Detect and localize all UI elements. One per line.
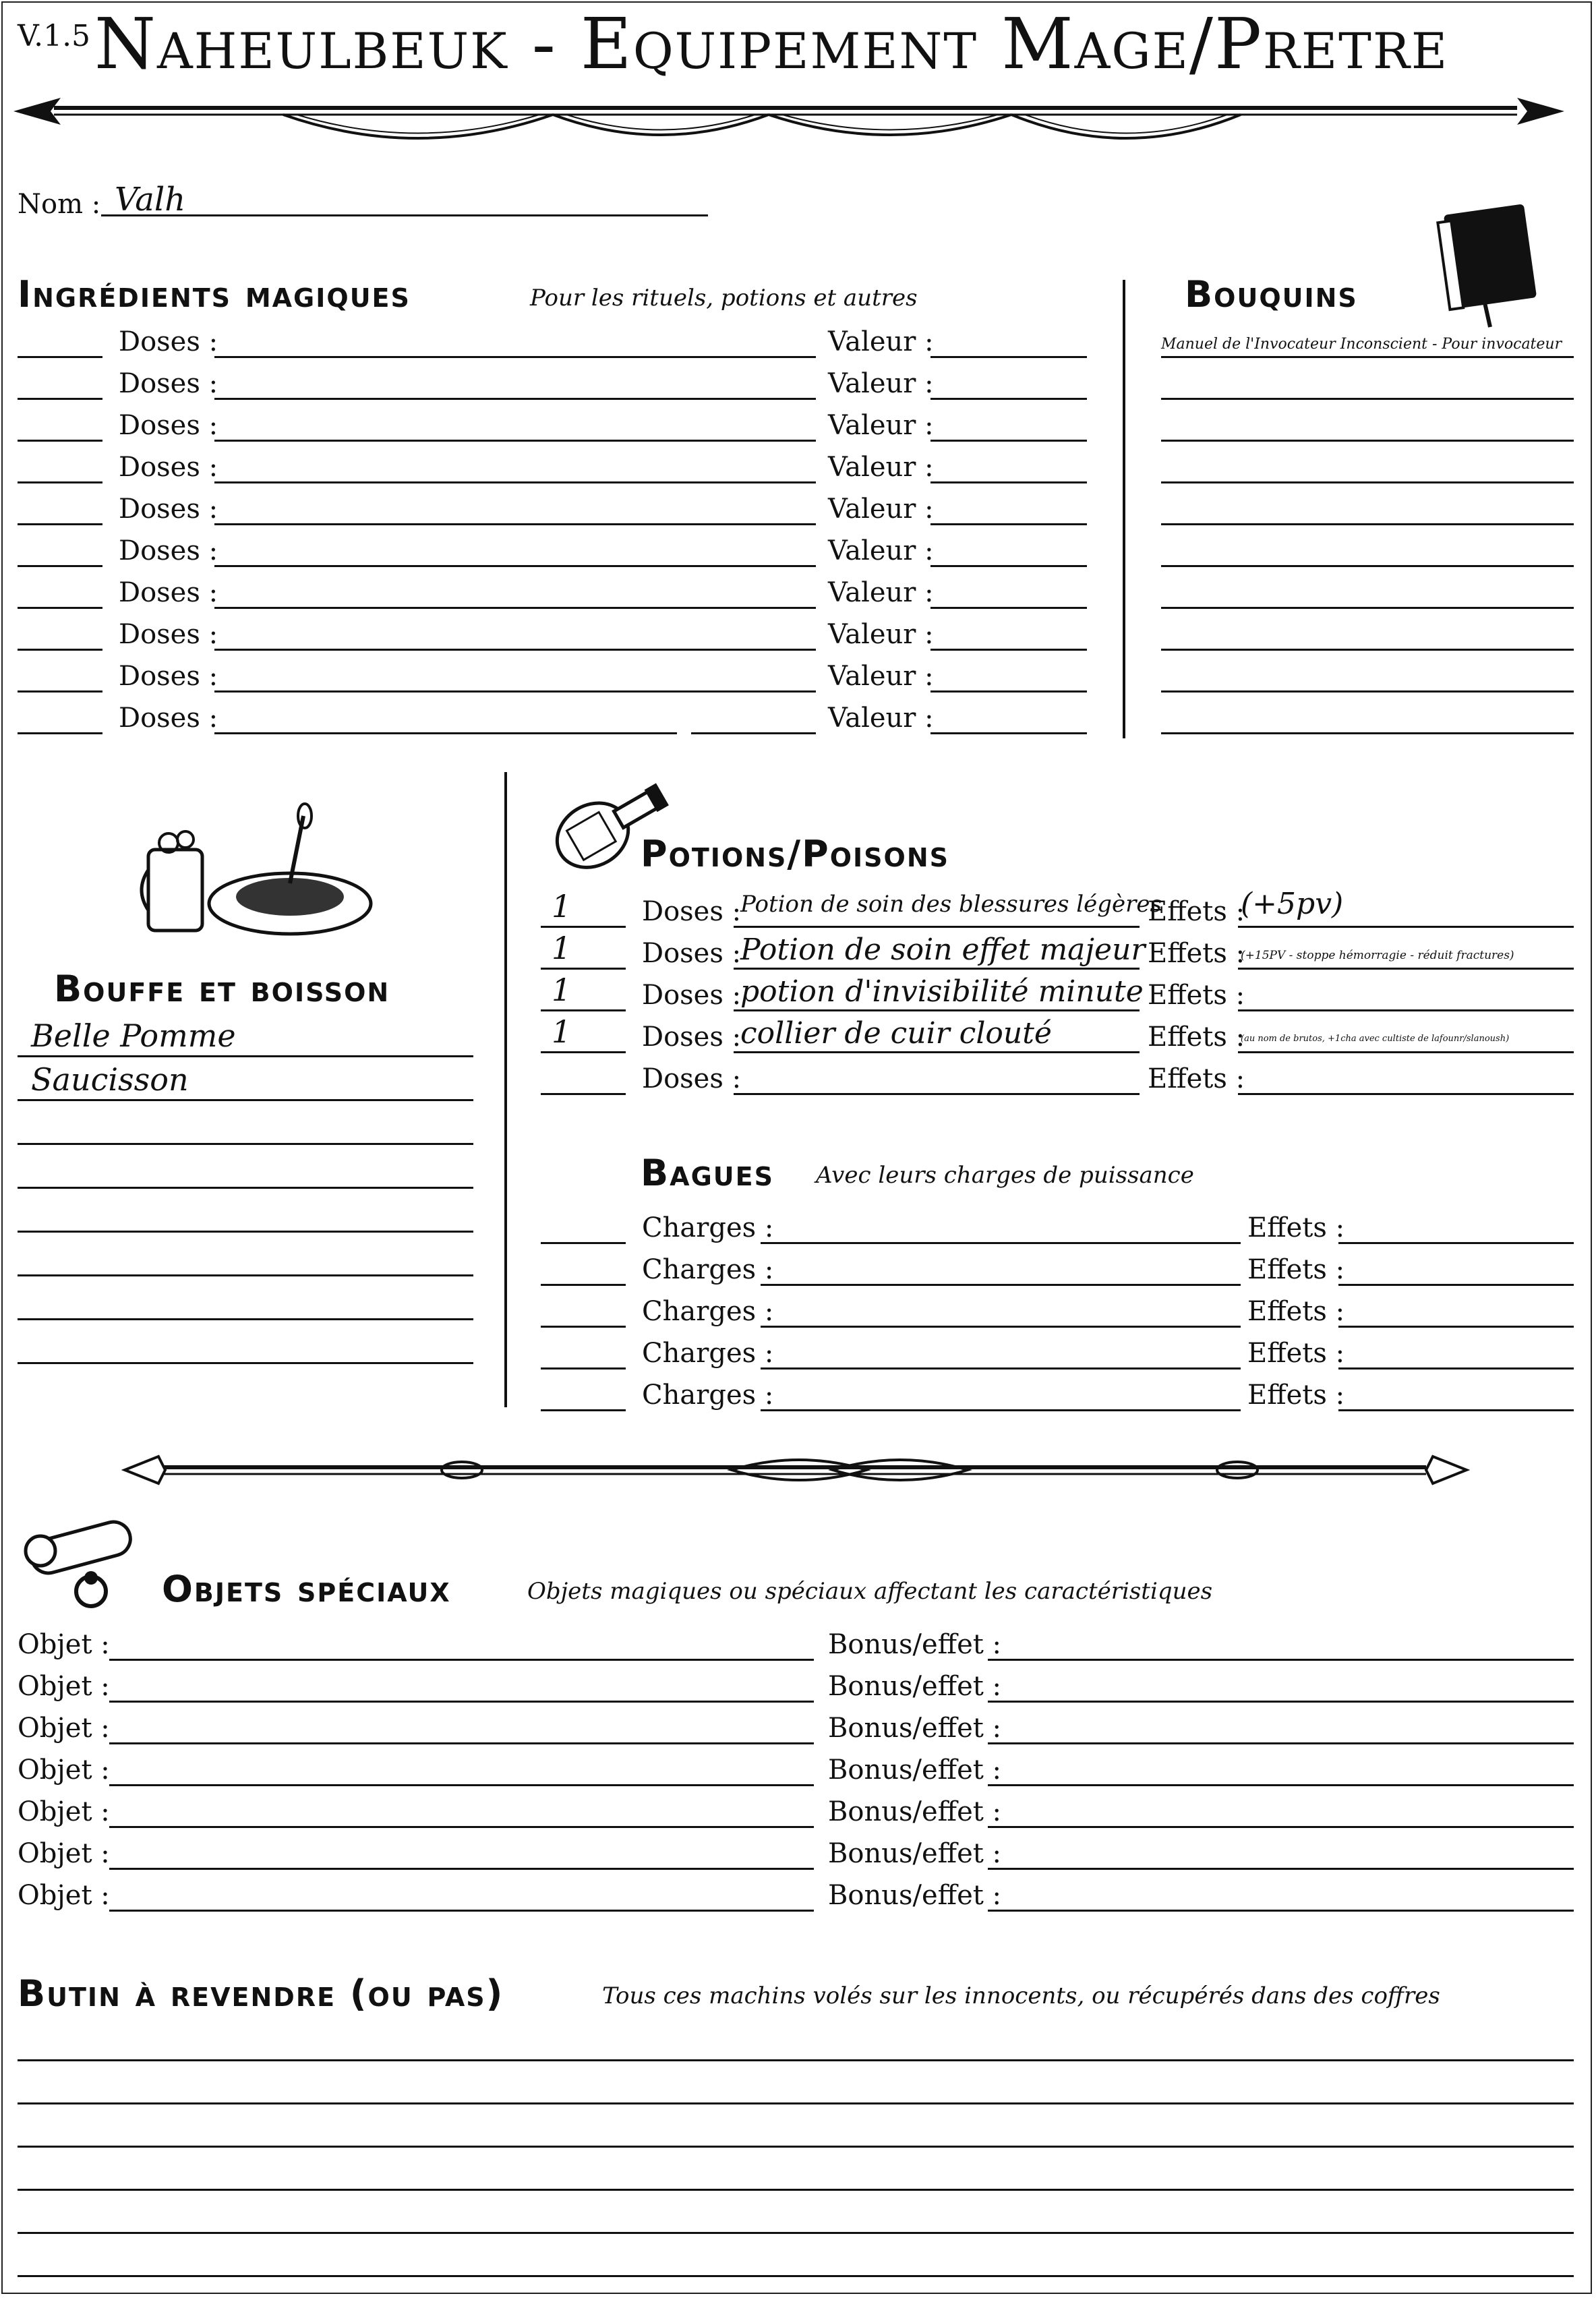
bouquin-line[interactable]	[1161, 607, 1574, 609]
bouquin-line[interactable]	[1161, 440, 1574, 442]
bague-effect-line[interactable]	[1338, 1409, 1574, 1411]
bague-qty-line[interactable]	[541, 1409, 626, 1411]
butin-line[interactable]	[18, 2232, 1574, 2234]
bouquin-line[interactable]	[1161, 690, 1574, 693]
bagues-title: Bagues	[641, 1152, 774, 1194]
potion-qty[interactable]: 1	[552, 1013, 572, 1050]
ingredient-doses-label: Doses :	[119, 410, 218, 441]
bague-qty-line[interactable]	[541, 1367, 626, 1369]
ingredient-valeur-label: Valeur :	[828, 368, 934, 399]
potion-doses-label: Doses :	[642, 896, 742, 927]
ingredient-valeur-line[interactable]	[930, 481, 1087, 483]
potion-qty-line[interactable]	[541, 1051, 626, 1053]
page-title: Naheulbeuk - Equipement Mage/Pretre	[94, 3, 1449, 85]
objet-label: Objet :	[18, 1713, 110, 1744]
bouffe-entry[interactable]: Saucisson	[31, 1061, 189, 1098]
objet-bonus-line[interactable]	[988, 1701, 1574, 1703]
ingredient-valeur-line[interactable]	[930, 649, 1087, 651]
bague-effect-line[interactable]	[1338, 1326, 1574, 1328]
potion-effets-label: Effets :	[1148, 896, 1245, 927]
bouffe-line[interactable]	[18, 1231, 473, 1233]
bouffe-line[interactable]	[18, 1099, 473, 1101]
objet-label: Objet :	[18, 1796, 110, 1827]
butin-line[interactable]	[18, 2275, 1574, 2277]
bouquin-line[interactable]	[1161, 356, 1574, 358]
bagues-subtitle: Avec leurs charges de puissance	[816, 1162, 1194, 1189]
potion-name[interactable]: potion d'invisibilité minute	[740, 974, 1144, 1009]
ingredient-valeur-line[interactable]	[930, 440, 1087, 442]
bague-effets-label: Effets :	[1247, 1254, 1345, 1285]
butin-line[interactable]	[18, 2059, 1574, 2061]
bouquin-line[interactable]	[1161, 565, 1574, 567]
bouffe-line[interactable]	[18, 1055, 473, 1057]
objets-subtitle: Objets magiques ou spéciaux affectant les caractéristiques	[527, 1578, 1213, 1605]
ingredient-qty-line[interactable]	[18, 356, 102, 358]
bouffe-entry[interactable]: Belle Pomme	[31, 1018, 236, 1054]
ingredient-qty-line[interactable]	[18, 398, 102, 400]
potion-effets-label: Effets :	[1148, 938, 1245, 969]
nom-value[interactable]: Valh	[115, 181, 186, 218]
nom-label: Nom :	[18, 189, 101, 220]
potion-qty[interactable]: 1	[552, 930, 572, 966]
bague-qty-line[interactable]	[541, 1326, 626, 1328]
ingredient-qty-line[interactable]	[18, 565, 102, 567]
food-plate-icon	[135, 802, 378, 951]
ingredient-doses-label: Doses :	[119, 577, 218, 608]
objet-bonus-label: Bonus/effet :	[828, 1796, 1002, 1827]
objet-label: Objet :	[18, 1755, 110, 1786]
objets-title: Objets spéciaux	[162, 1568, 451, 1610]
bague-qty-line[interactable]	[541, 1242, 626, 1244]
potion-qty[interactable]: 1	[552, 888, 572, 924]
ingredient-valeur-line[interactable]	[930, 356, 1087, 358]
ingredient-qty-line[interactable]	[18, 440, 102, 442]
potion-name-line[interactable]	[734, 968, 1140, 970]
butin-line[interactable]	[18, 2146, 1574, 2148]
spear-divider-top-icon	[13, 88, 1564, 148]
bague-charges-line[interactable]	[761, 1326, 1241, 1328]
bague-effets-label: Effets :	[1247, 1338, 1345, 1369]
potion-name-line[interactable]	[734, 1093, 1140, 1095]
objet-line[interactable]	[109, 1910, 814, 1912]
ingredient-qty-line[interactable]	[18, 607, 102, 609]
ingredient-valeur-label: Valeur :	[828, 494, 934, 525]
potion-effect-line[interactable]	[1238, 926, 1574, 928]
ingredient-qty-line[interactable]	[18, 732, 102, 734]
objet-bonus-label: Bonus/effet :	[828, 1713, 1002, 1744]
butin-line[interactable]	[18, 2102, 1574, 2104]
bague-charges-line[interactable]	[761, 1242, 1241, 1244]
ingredient-name-line[interactable]	[214, 565, 816, 567]
ingredient-qty-line[interactable]	[18, 649, 102, 651]
ingredient-valeur-label: Valeur :	[828, 577, 934, 608]
potion-name-line[interactable]	[734, 926, 1140, 928]
ingredient-valeur-label: Valeur :	[828, 619, 934, 650]
objet-label: Objet :	[18, 1671, 110, 1702]
objet-bonus-label: Bonus/effet :	[828, 1671, 1002, 1702]
potion-effect[interactable]: (au nom de brutos, +1cha avec cultiste de lafounr/slanoush)	[1241, 1034, 1510, 1044]
ingredient-valeur-label: Valeur :	[828, 661, 934, 692]
bouffe-line[interactable]	[18, 1274, 473, 1276]
objet-line[interactable]	[109, 1868, 814, 1870]
bague-charges-label: Charges :	[642, 1254, 774, 1285]
potion-qty-line[interactable]	[541, 968, 626, 970]
ingredient-name-line[interactable]	[214, 732, 677, 734]
ingredient-qty-line[interactable]	[18, 690, 102, 693]
objet-bonus-line[interactable]	[988, 1868, 1574, 1870]
bague-charges-line[interactable]	[761, 1409, 1241, 1411]
potion-effect-line[interactable]	[1238, 968, 1574, 970]
separator-vertical-middle	[504, 772, 507, 1407]
ingredient-name-line[interactable]	[214, 398, 816, 400]
ingredient-doses-label: Doses :	[119, 494, 218, 525]
potion-effets-label: Effets :	[1148, 1022, 1245, 1053]
bouquin-line[interactable]	[1161, 732, 1574, 734]
bague-charges-label: Charges :	[642, 1380, 774, 1411]
ingredient-name-line[interactable]	[214, 607, 816, 609]
nom-field-line[interactable]	[101, 214, 708, 216]
objet-label: Objet :	[18, 1629, 110, 1660]
objet-bonus-label: Bonus/effet :	[828, 1755, 1002, 1786]
objet-bonus-label: Bonus/effet :	[828, 1629, 1002, 1660]
ingredient-name-line[interactable]	[214, 690, 816, 693]
ingredient-valeur-line[interactable]	[930, 565, 1087, 567]
objet-label: Objet :	[18, 1838, 110, 1869]
objet-line[interactable]	[109, 1701, 814, 1703]
potion-effect[interactable]: (+15PV - stoppe hémorragie - réduit fractures)	[1241, 949, 1514, 962]
ingredient-name-line[interactable]	[214, 481, 816, 483]
ingredient-doses-label: Doses :	[119, 368, 218, 399]
ingredient-name-line[interactable]	[214, 523, 816, 525]
staff-divider-icon	[125, 1443, 1467, 1497]
potion-effets-label: Effets :	[1148, 1063, 1245, 1094]
potion-qty[interactable]: 1	[552, 972, 572, 1008]
bague-effect-line[interactable]	[1338, 1242, 1574, 1244]
bouffe-line[interactable]	[18, 1362, 473, 1364]
potion-effect-line[interactable]	[1238, 1093, 1574, 1095]
bague-charges-line[interactable]	[761, 1284, 1241, 1286]
bague-charges-line[interactable]	[761, 1367, 1241, 1369]
version-label: V.1.5	[18, 19, 91, 53]
bouffe-line[interactable]	[18, 1187, 473, 1189]
bague-effets-label: Effets :	[1247, 1296, 1345, 1327]
bouquin-entry[interactable]: Manuel de l'Invocateur Inconscient - Pour invocateur	[1161, 336, 1562, 353]
objet-bonus-line[interactable]	[988, 1659, 1574, 1661]
bague-effect-line[interactable]	[1338, 1284, 1574, 1286]
ingredients-title: Ingrédients magiques	[18, 273, 411, 316]
bouquins-title: Bouquins	[1185, 273, 1358, 316]
objet-bonus-label: Bonus/effet :	[828, 1838, 1002, 1869]
potion-qty-line[interactable]	[541, 1009, 626, 1011]
bouquin-line[interactable]	[1161, 398, 1574, 400]
bouquin-line[interactable]	[1161, 649, 1574, 651]
potion-name-line[interactable]	[734, 1051, 1140, 1053]
ingredient-valeur-label: Valeur :	[828, 326, 934, 357]
potion-effect-line[interactable]	[1238, 1009, 1574, 1011]
potion-name[interactable]: Potion de soin effet majeur	[740, 933, 1146, 967]
objet-bonus-line[interactable]	[988, 1910, 1574, 1912]
potions-title: Potions/Poisons	[641, 833, 949, 875]
bouffe-line[interactable]	[18, 1143, 473, 1145]
ingredient-valeur-label: Valeur :	[828, 703, 934, 734]
ingredient-valeur-line[interactable]	[930, 607, 1087, 609]
bouquin-line[interactable]	[1161, 523, 1574, 525]
potion-doses-label: Doses :	[642, 980, 742, 1011]
ingredient-valeur-label: Valeur :	[828, 452, 934, 483]
butin-title: Butin à revendre (ou pas)	[18, 1972, 504, 2015]
bague-charges-label: Charges :	[642, 1212, 774, 1243]
bague-effect-line[interactable]	[1338, 1367, 1574, 1369]
objet-bonus-line[interactable]	[988, 1826, 1574, 1828]
potion-doses-label: Doses :	[642, 1022, 742, 1053]
bouffe-line[interactable]	[18, 1318, 473, 1320]
ingredient-doses-label: Doses :	[119, 326, 218, 357]
ingredient-valeur-line[interactable]	[930, 732, 1087, 734]
potion-name[interactable]: collier de cuir clouté	[740, 1016, 1052, 1051]
ingredient-valeur-line[interactable]	[930, 398, 1087, 400]
objet-bonus-label: Bonus/effet :	[828, 1880, 1002, 1911]
objet-label: Objet :	[18, 1880, 110, 1911]
potion-doses-label: Doses :	[642, 938, 742, 969]
objet-bonus-line[interactable]	[988, 1784, 1574, 1786]
potion-name-line[interactable]	[734, 1009, 1140, 1011]
ingredient-valeur-label: Valeur :	[828, 535, 934, 566]
ingredient-valeur-line[interactable]	[930, 523, 1087, 525]
potion-doses-label: Doses :	[642, 1063, 742, 1094]
ingredient-valeur-line[interactable]	[930, 690, 1087, 693]
potion-effect[interactable]: (+5pv)	[1241, 887, 1344, 921]
bague-charges-label: Charges :	[642, 1338, 774, 1369]
objet-line[interactable]	[109, 1742, 814, 1744]
ingredient-name-line-extra[interactable]	[691, 732, 816, 734]
ingredient-valeur-label: Valeur :	[828, 410, 934, 441]
bague-effets-label: Effets :	[1247, 1212, 1345, 1243]
butin-line[interactable]	[18, 2189, 1574, 2191]
objet-line[interactable]	[109, 1659, 814, 1661]
ingredients-subtitle: Pour les rituels, potions et autres	[530, 285, 918, 312]
objet-line[interactable]	[109, 1826, 814, 1828]
book-icon	[1436, 196, 1544, 330]
potion-effect-line[interactable]	[1238, 1051, 1574, 1053]
potion-qty-line[interactable]	[541, 1093, 626, 1095]
butin-subtitle: Tous ces machins volés sur les innocents, ou récupérés dans des coffres	[602, 1982, 1440, 2009]
ingredient-qty-line[interactable]	[18, 481, 102, 483]
ingredient-doses-label: Doses :	[119, 452, 218, 483]
potion-effets-label: Effets :	[1148, 980, 1245, 1011]
ingredient-doses-label: Doses :	[119, 535, 218, 566]
ingredient-doses-label: Doses :	[119, 619, 218, 650]
potion-qty-line[interactable]	[541, 926, 626, 928]
bouquin-line[interactable]	[1161, 481, 1574, 483]
bouffe-title: Bouffe et boisson	[54, 968, 390, 1010]
ingredient-doses-label: Doses :	[119, 703, 218, 734]
separator-vertical-top	[1123, 280, 1125, 738]
ingredient-name-line[interactable]	[214, 649, 816, 651]
ingredient-name-line[interactable]	[214, 356, 816, 358]
objet-line[interactable]	[109, 1784, 814, 1786]
bague-charges-label: Charges :	[642, 1296, 774, 1327]
potion-name[interactable]: Potion de soin des blessures légères	[740, 891, 1162, 918]
ingredient-qty-line[interactable]	[18, 523, 102, 525]
bague-effets-label: Effets :	[1247, 1380, 1345, 1411]
ingredient-name-line[interactable]	[214, 440, 816, 442]
ingredient-doses-label: Doses :	[119, 661, 218, 692]
scroll-ring-icon	[17, 1510, 152, 1618]
bague-qty-line[interactable]	[541, 1284, 626, 1286]
objet-bonus-line[interactable]	[988, 1742, 1574, 1744]
